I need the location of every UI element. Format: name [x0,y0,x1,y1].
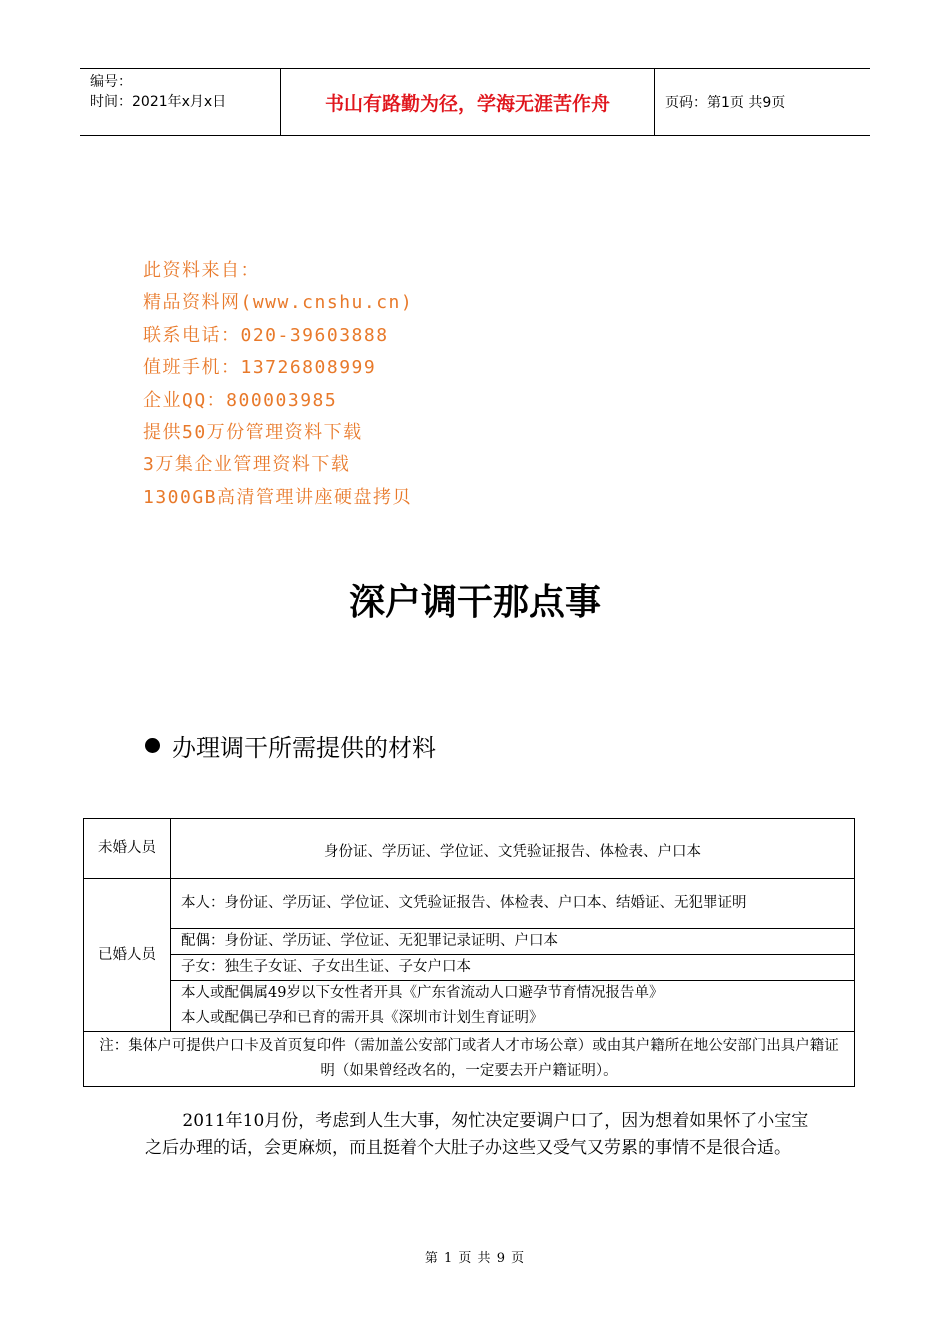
source-line: 企业QQ：800003985 [143,389,338,411]
source-info [143,255,413,514]
married-note-2: 本人或配偶已孕和已育的需开具《深圳市计划生育证明》 [181,1010,544,1026]
unmarried-docs: 身份证、学历证、学位证、文凭验证报告、体检表、户口本 [171,819,855,879]
body-paragraph: 2011年10月份，考虑到人生大事，匆忙决定要调户口了，因为想着如果怀了小宝宝之后办理的话，会更麻烦，而且挺着个大肚子办这些又受气又劳累的事情不是很合适。 [145,1111,809,1158]
section-heading [145,728,436,763]
row-label-unmarried: 未婚人员 [84,819,171,879]
document-title: 深户调干那点事 [348,581,601,623]
page-header [80,68,870,136]
table-row [84,1032,855,1087]
table-row [84,929,855,955]
table-row [84,819,855,879]
time-label: 时间：2021年x月x日 [90,94,227,110]
source-line: 联系电话：020-39603888 [143,324,389,346]
source-line: 此资料来自： [143,260,260,281]
source-line: 精品资料网(www.cnshu.cn) [143,292,414,314]
number-label: 编号： [90,74,132,90]
married-notes [171,981,855,1032]
source-line: 值班手机：13726808999 [143,357,377,379]
bullet-icon [145,738,160,753]
page-footer: 第 1 页 共 9 页 [424,1251,526,1266]
married-note-1: 本人或配偶属49岁以下女性者开具《广东省流动人口避孕节育情况报告单》 [181,985,664,1001]
table-note: 注：集体户可提供户口卡及首页复印件（需加盖公安部门或者人才市场公章）或由其户籍所在地公安部门出具户籍证明（如果曾经改名的，一定要去开户籍证明）。 [84,1032,855,1087]
married-self-docs: 本人：身份证、学历证、学位证、文凭验证报告、体检表、户口本、结婚证、无犯罪证明 [171,879,855,929]
source-line: 1300GB高清管理讲座硬盘拷贝 [143,486,413,508]
married-children-docs: 子女：独生子女证、子女出生证、子女户口本 [171,955,855,981]
table-row [84,981,855,1032]
table-row [84,879,855,929]
header-page-info: 页码：第1页 共9页 [665,95,786,111]
materials-table [83,818,855,1087]
header-motto: 书山有路勤为径，学海无涯苦作舟 [281,69,655,135]
married-spouse-docs: 配偶：身份证、学历证、学位证、无犯罪记录证明、户口本 [171,929,855,955]
header-meta [80,69,281,135]
table-row [84,955,855,981]
source-line: 3万集企业管理资料下载 [143,454,351,476]
section-heading-text: 办理调干所需提供的材料 [172,734,436,762]
source-line: 提供50万份管理资料下载 [143,422,363,444]
row-label-married: 已婚人员 [84,879,171,1032]
